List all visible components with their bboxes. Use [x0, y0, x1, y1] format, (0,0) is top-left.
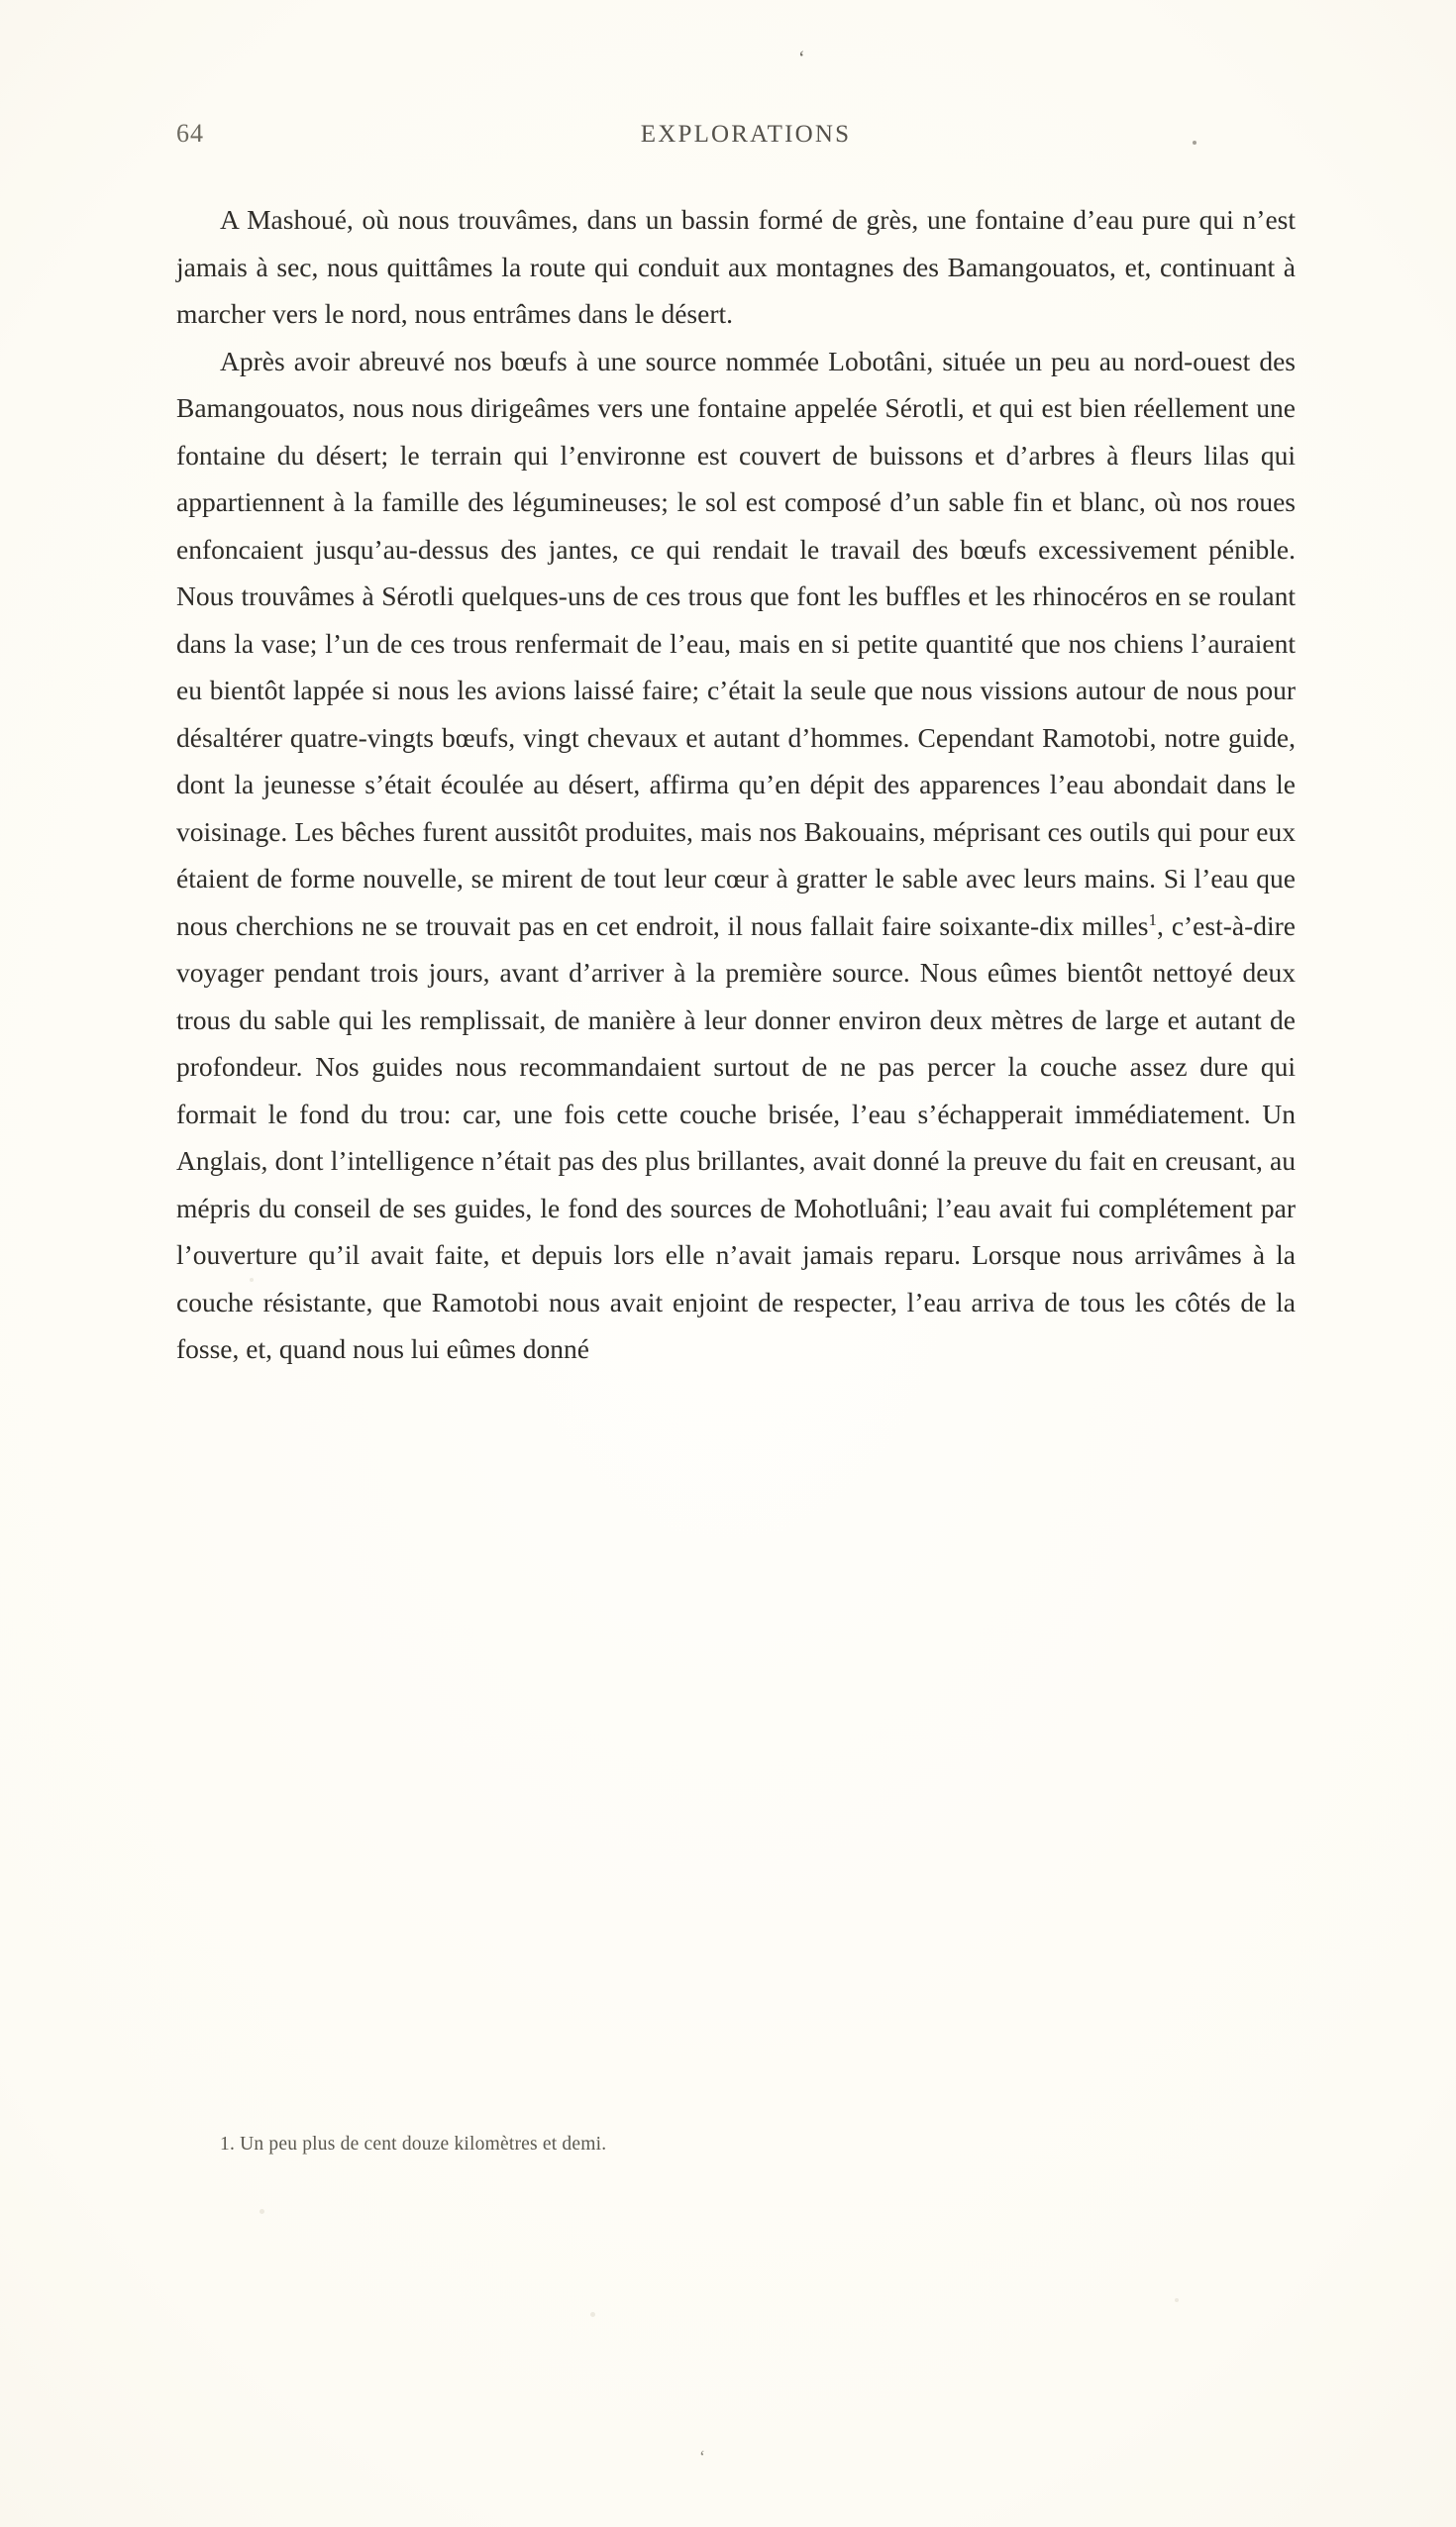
paragraph-1: A Mashoué, où nous trouvâmes, dans un bassin formé de grès, une fontaine d’eau pure qui n’est jamais à sec, nous quittâmes la route qui conduit aux montagnes des Bamangouatos, et, continuant à marcher vers le nord, nous entrâmes dans le désert. — [176, 204, 1296, 329]
running-head: EXPLORATIONS — [640, 121, 852, 148]
paper-speck — [1175, 2298, 1179, 2302]
header-dot-mark — [1193, 141, 1196, 145]
page-header — [176, 119, 1296, 158]
paragraph-2-part-2: , c’est-à-dire voyager pendant trois jours, avant d’arriver à la première source. Nous eûmes bientôt nettoyé deux trous du sable qui les remplissait, de manière à leur donner environ deux mètres de large et autant de profondeur. Nos guides nous recommandaient surtout de ne pas percer la couche assez dure qui formait le fond du trou: car, une fois cette couche brisée, l’eau s’échapperait immédiatement. Un Anglais, dont l’intelligence n’était pas des plus brillantes, avait donné la preuve du fait en creusant, au mépris du conseil de ses guides, le fond des sources de Mohotluâni; l’eau avait fui complétement par l’ouverture qu’il avait faite, et depuis lors elle n’avait jamais reparu. Lorsque nous arrivâmes à la couche résistante, que Ramotobi nous avait enjoint de respecter, l’eau arriva de tous les côtés de la fosse, et, quand nous lui eûmes donné — [176, 909, 1297, 1364]
page-number: 64 — [176, 119, 204, 148]
page-content — [176, 119, 1296, 1373]
paragraph-2-part-1: Après avoir abreuvé nos bœufs à une source nommée Lobotâni, située un peu au nord-ouest des Bamangouatos, nous nous dirigeâmes vers une fontaine appelée Sérotli, et qui est bien réellement une fontaine du désert; le terrain qui l’environne est couvert de buissons et d’arbres à fleurs lilas qui appartiennent à la famille des légumineuses; le sol est composé d’un sable fin et blanc, où nos roues enfoncaient jusqu’au-dessus des jantes, ce qui rendait le travail des bœufs excessivement pénible. Nous trouvâmes à Sérotli quelques-uns de ces trous que font les buffles et les rhinocéros en se roulant dans la vase; l’un de ces trous renfermait de l’eau, mais en si petite quantité que nos chiens l’auraient eu bientôt lappée si nous les avions laissé faire; c’était la seule que nous vissions autour de nous pour désaltérer quatre-vingts bœufs, vingt chevaux et autant d’hommes. Cependant Ramotobi, notre guide, dont la jeunesse s’était écoulée au désert, affirma qu’en dépit des apparences l’eau abondait dans le voisinage. Les bêches furent aussitôt produites, mais nos Bakouains, méprisant ces outils qui pour eux étaient de forme nouvelle, se mirent de tout leur cœur à gratter le sable avec leurs mains. Si l’eau que nous cherchions ne se trouvait pas en cet endroit, il nous fallait faire soixante-dix milles — [176, 345, 1296, 941]
page-bottom-mark: ‘ — [699, 2447, 705, 2467]
body-text — [176, 196, 1296, 1373]
paper-speck — [260, 2209, 264, 2214]
footnote: 1. Un peu plus de cent douze kilomètres et demi. — [220, 2134, 607, 2155]
page-top-mark: ‘ — [798, 48, 805, 69]
paragraph-2 — [176, 338, 1296, 1373]
footnote-marker: 1 — [1148, 909, 1157, 929]
paper-speck — [590, 2312, 595, 2317]
